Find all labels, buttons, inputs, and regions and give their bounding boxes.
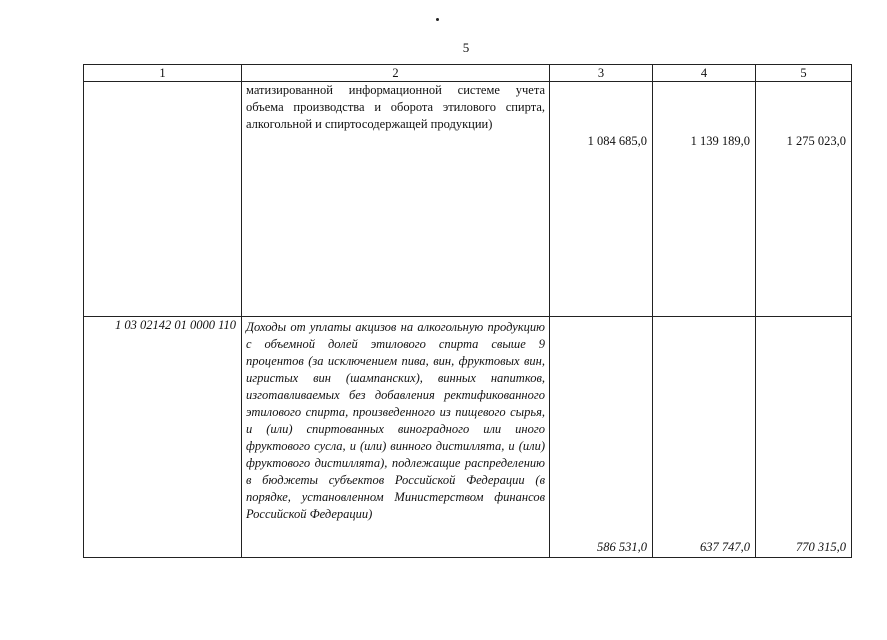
row-value-col4: 1 139 189,0 <box>653 82 756 317</box>
row-description: Доходы от уплаты акцизов на алкогольную продукцию с объемной долей этилового спирта свыше 9 процентов (за исключением пива, вин, фруктовых вин, игристых вин (шампанских), винных напитков, изготавливаемых без добавления ректификованного этилового спирта, произведенного из пищевого сырья, и (или) спиртованных виноградного или иного фруктового сусла, и (или) винного дистиллята, и (или) фруктового дистиллята), подлежащие распределению в бюджеты субъектов Российской Федерации (в порядке, установленном Министерством финансов Российской Федерации) <box>242 317 550 558</box>
table-row <box>84 82 852 317</box>
row-value-col3: 1 084 685,0 <box>550 82 653 317</box>
header-col-5: 5 <box>756 65 852 82</box>
header-col-2: 2 <box>242 65 550 82</box>
row-code: 1 03 02142 01 0000 110 <box>84 317 242 558</box>
row-value-col5: 1 275 023,0 <box>756 82 852 317</box>
table-header-row <box>84 65 852 82</box>
row-value-col5: 770 315,0 <box>756 317 852 558</box>
scan-dot <box>436 18 439 21</box>
row-value-col4: 637 747,0 <box>653 317 756 558</box>
row-value-col3: 586 531,0 <box>550 317 653 558</box>
header-col-1: 1 <box>84 65 242 82</box>
page-number: 5 <box>462 40 470 55</box>
row-code <box>84 82 242 317</box>
budget-table <box>83 64 852 558</box>
table-row <box>84 317 852 558</box>
header-col-4: 4 <box>653 65 756 82</box>
row-description: матизированной информационной системе учета объема производства и оборота этилового спирта, алкогольной и спиртосодержащей продукции) <box>242 82 550 317</box>
header-col-3: 3 <box>550 65 653 82</box>
